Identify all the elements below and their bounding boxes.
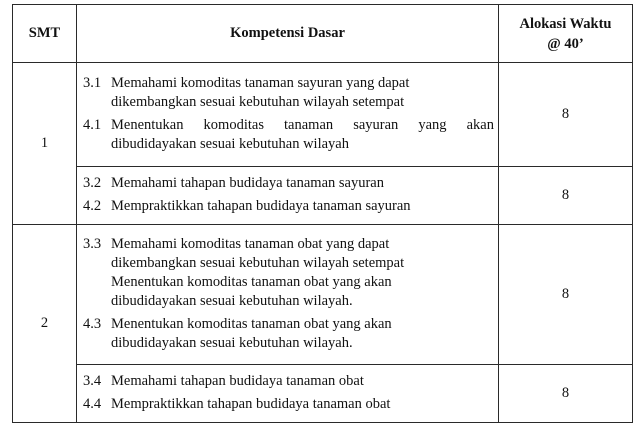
kd-text-line: Menentukan komoditas tanaman obat yang akan	[111, 273, 392, 290]
header-alokasi-line1: Alokasi Waktu	[519, 15, 612, 32]
kd-text-line: Mempraktikkan tahapan budidaya tanaman obat	[111, 395, 391, 412]
kd-text-line: dibudidayakan sesuai kebutuhan wilayah.	[111, 334, 353, 351]
smt-cell-2: 2	[13, 225, 77, 423]
alokasi-cell: 8	[499, 167, 633, 225]
kd-number: 3.3	[83, 235, 102, 252]
kd-text-line: dibudidayakan sesuai kebutuhan wilayah.	[111, 292, 353, 309]
kd-item-4-1	[83, 116, 494, 154]
kd-text-line: dikembangkan sesuai kebutuhan wilayah setempat	[111, 254, 405, 271]
kd-number: 4.2	[83, 197, 102, 214]
alokasi-cell: 8	[499, 225, 633, 365]
kd-number: 4.1	[83, 116, 102, 133]
kd-text-line: dibudidayakan sesuai kebutuhan wilayah	[111, 135, 349, 152]
kd-item-4-2	[83, 197, 494, 216]
kompetensi-table	[12, 4, 633, 423]
alokasi-cell: 8	[499, 365, 633, 423]
kd-text-line: dikembangkan sesuai kebutuhan wilayah setempat	[111, 93, 405, 110]
kd-text-line: Memahami komoditas tanaman obat yang dapat	[111, 235, 390, 252]
kd-text-line: Memahami komoditas tanaman sayuran yang dapat	[111, 74, 410, 91]
header-alokasi-waktu	[499, 5, 633, 63]
header-smt: SMT	[13, 5, 77, 63]
kd-number: 4.3	[83, 315, 102, 332]
header-alokasi-line2: @ 40’	[547, 35, 584, 52]
kd-text-line: Menentukan komoditas tanaman obat yang akan	[111, 315, 392, 332]
kd-number: 3.4	[83, 372, 102, 389]
kd-item-3-4	[83, 372, 494, 391]
alokasi-cell: 8	[499, 63, 633, 167]
kd-group-cell	[77, 167, 499, 225]
kd-item-4-4	[83, 395, 494, 414]
kd-text-line: Memahami tahapan budidaya tanaman sayuran	[111, 174, 384, 191]
kd-number: 3.1	[83, 74, 102, 91]
header-kompetensi-dasar: Kompetensi Dasar	[77, 5, 499, 63]
kd-group-cell	[77, 225, 499, 365]
kd-number: 4.4	[83, 395, 102, 412]
kd-text-line: Memahami tahapan budidaya tanaman obat	[111, 372, 364, 389]
kd-item-3-2	[83, 174, 494, 193]
kd-number: 3.2	[83, 174, 102, 191]
kd-text-line: Mempraktikkan tahapan budidaya tanaman sayuran	[111, 197, 411, 214]
smt-cell-1: 1	[13, 63, 77, 225]
kd-item-3-3	[83, 235, 494, 311]
kd-text-line: Menentukan komoditas tanaman sayuran yang akan	[111, 116, 494, 133]
kd-group-cell	[77, 365, 499, 423]
kd-item-4-3	[83, 315, 494, 353]
kd-group-cell	[77, 63, 499, 167]
kd-item-3-1	[83, 74, 494, 112]
